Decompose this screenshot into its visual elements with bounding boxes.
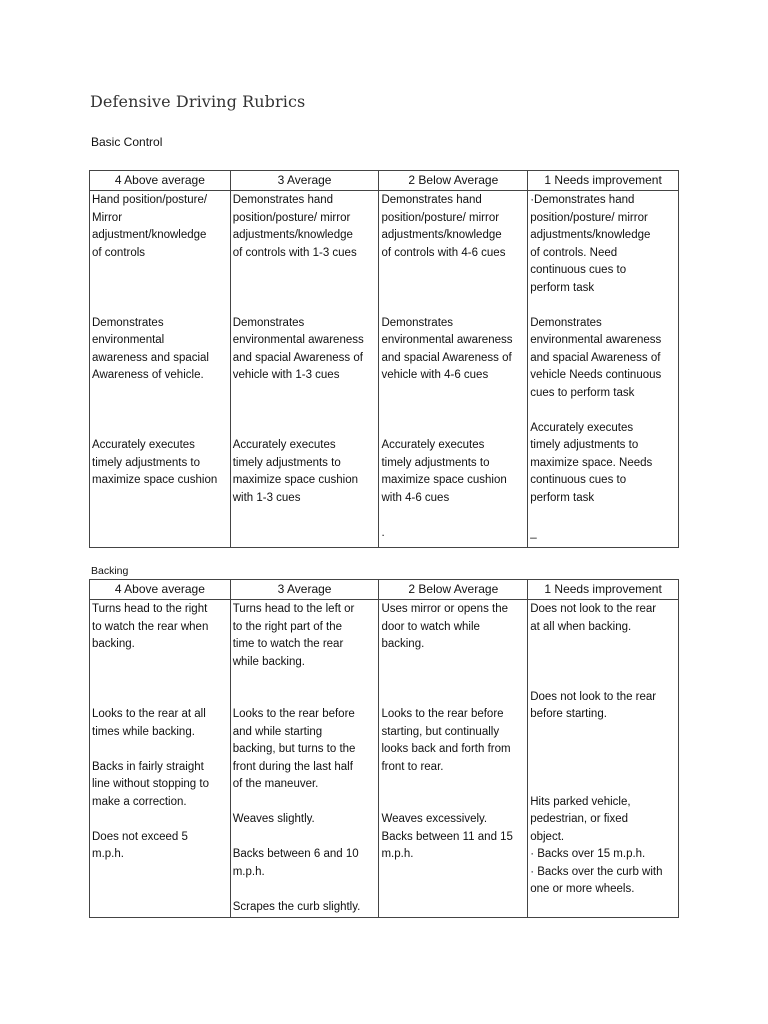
cell-average bbox=[230, 191, 379, 548]
cell-text: Demonstrates hand position/posture/ mirror adjustments/knowledge of controls with 1-3 cues Demonstrates environmental awareness and spacial Awareness of vehicle with 1-3 cues Accurately executes timely adjustments to maximize space cushion with 1-3 cues bbox=[232, 194, 364, 504]
table-row bbox=[90, 600, 679, 918]
cell-text: Hand position/posture/ Mirror adjustment/knowledge of controls Demonstrates environmental awareness and spacial Awareness of vehicle. Accurately executes timely adjustments to maximize space cushion bbox=[92, 194, 218, 486]
section-label-backing: Backing bbox=[91, 565, 129, 577]
header-below-average: 2 Below Average bbox=[379, 580, 528, 600]
backing-table bbox=[89, 579, 679, 918]
cell-text: ·Demonstrates hand position/posture/ mirror adjustments/knowledge of controls. Need continuous cues to perform task Demonstrates environmental awareness and spacial Awareness of vehicle Needs continuous cues to perform task Accurately executes timely adjustments to maximize space. Needs continuous cues to perform task _ bbox=[530, 194, 662, 539]
cell-text: Uses mirror or opens the door to watch while backing. Looks to the rear before starting, but continually looks back and forth from front to rear. Weaves excessively. Backs between 11 and 15 m.p.h. bbox=[381, 603, 513, 860]
cell-needs-improvement bbox=[528, 191, 679, 548]
cell-above-average bbox=[90, 191, 231, 548]
header-needs-improvement: 1 Needs improvement bbox=[528, 580, 679, 600]
cell-needs-improvement bbox=[528, 600, 679, 918]
header-needs-improvement: 1 Needs improvement bbox=[528, 171, 679, 191]
cell-text: Turns head to the right to watch the rear when backing. Looks to the rear at all times while backing. Backs in fairly straight line without stopping to make a correction. Does not exceed 5 m.p.h. bbox=[92, 603, 209, 860]
cell-below-average bbox=[379, 600, 528, 918]
cell-text: Demonstrates hand position/posture/ mirror adjustments/knowledge of controls with 4-6 cues Demonstrates environmental awareness and spacial Awareness of vehicle with 4-6 cues Accurately executes timely adjustments to maximize space cushion with 4-6 cues . bbox=[381, 194, 513, 539]
cell-above-average bbox=[90, 600, 231, 918]
table-row bbox=[90, 191, 679, 548]
cell-average bbox=[230, 600, 379, 918]
table-header-row bbox=[90, 580, 679, 600]
header-below-average: 2 Below Average bbox=[379, 171, 528, 191]
cell-text: Turns head to the left or to the right part of the time to watch the rear while backing. Looks to the rear before and while starting backing, but turns to the front during the last half of the maneuver. Weaves slightly. Backs between 6 and 10 m.p.h. Scrapes the curb slightly. bbox=[232, 603, 361, 913]
header-above-average: 4 Above average bbox=[90, 580, 231, 600]
cell-text: Does not look to the rear at all when backing. Does not look to the rear before starting. Hits parked vehicle, pedestrian, or fixed object. · Backs over 15 m.p.h. · Backs over the curb with one or more wheels. bbox=[530, 603, 663, 895]
header-above-average: 4 Above average bbox=[90, 171, 231, 191]
section-label-basic-control: Basic Control bbox=[91, 135, 163, 149]
cell-below-average bbox=[379, 191, 528, 548]
header-average: 3 Average bbox=[230, 171, 379, 191]
basic-control-table bbox=[89, 170, 679, 548]
page-title: Defensive Driving Rubrics bbox=[90, 92, 306, 111]
header-average: 3 Average bbox=[230, 580, 379, 600]
table-header-row bbox=[90, 171, 679, 191]
